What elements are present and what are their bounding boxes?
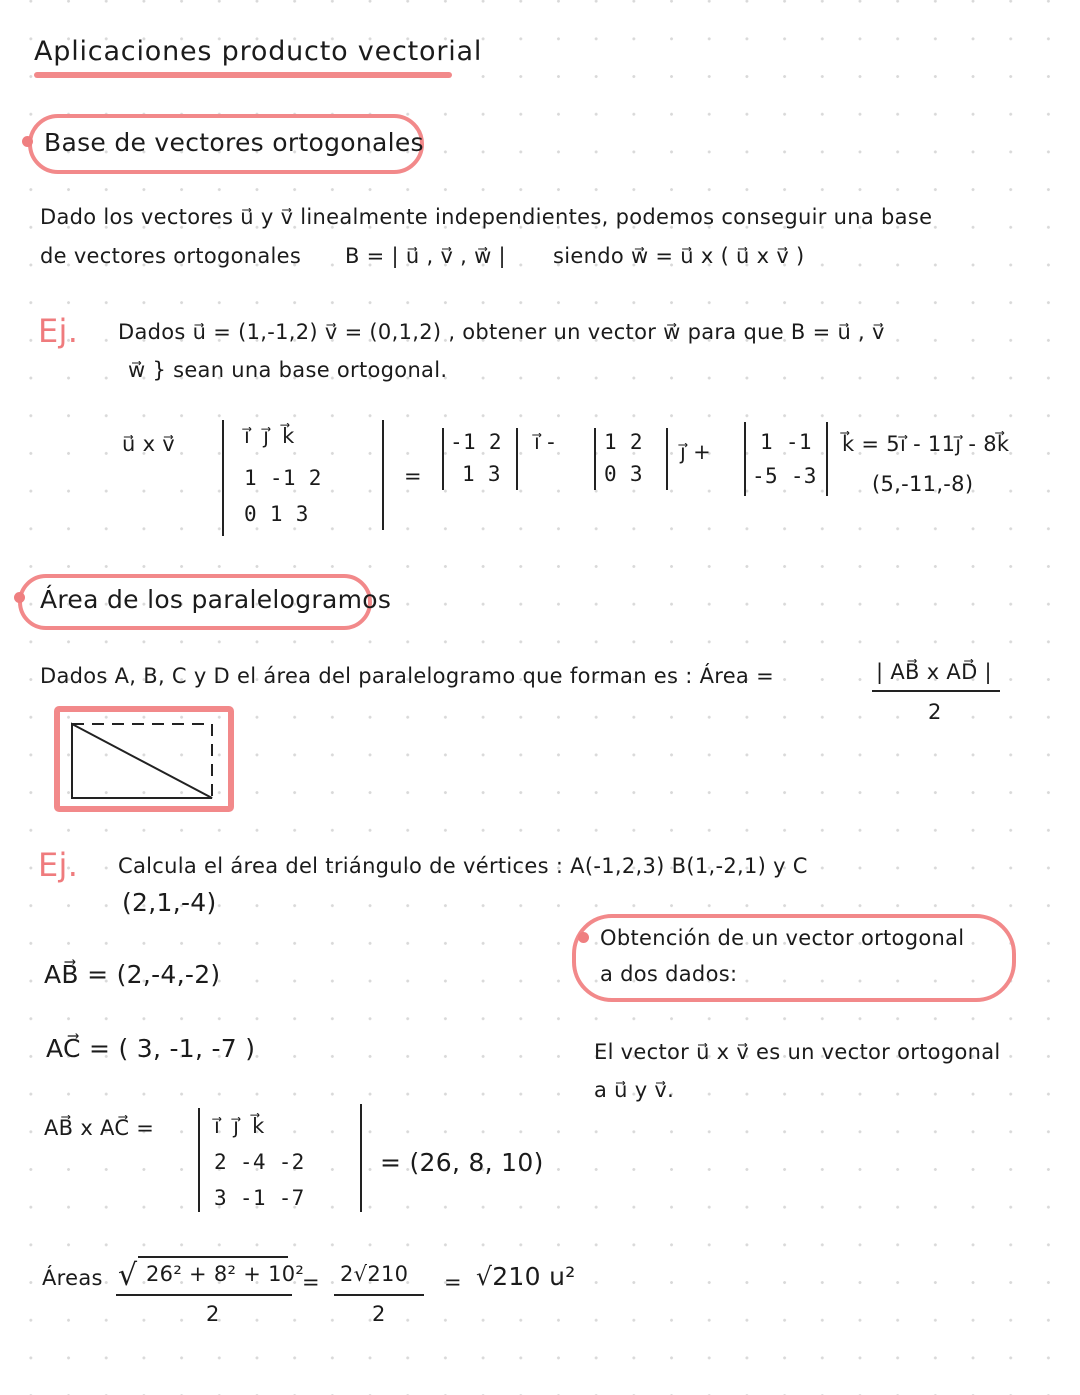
minor-i-row1: -1 2: [450, 430, 502, 454]
area-eq1: =: [302, 1270, 320, 1294]
note-heading-line1: Obtención de un vector ortogonal: [600, 926, 965, 950]
cross-result-vector: (5,-11,-8): [872, 472, 974, 496]
j-unit: j⃗ +: [680, 440, 712, 464]
det-equals: =: [404, 464, 422, 488]
area-final: √210 u²: [476, 1262, 576, 1291]
area-formula-bar: [872, 690, 1000, 692]
area-eq2: =: [444, 1270, 462, 1294]
example1-line2: w⃗ } sean una base ortogonal.: [128, 358, 448, 382]
det-bar-left: [222, 420, 224, 536]
section2-bullet: [14, 592, 25, 603]
example1-line1: Dados u⃗ = (1,-1,2) v⃗ = (0,1,2) , obtener un vector w⃗ para que B = u⃗ , v⃗: [118, 320, 885, 344]
cross2-bar-left: [198, 1108, 200, 1212]
example2-line2: (2,1,-4): [122, 888, 217, 917]
section2-heading: Área de los paralelogramos: [40, 585, 392, 614]
cross2-row2: 2 -4 -2: [214, 1150, 305, 1174]
example1-label: Ej.: [38, 312, 79, 350]
title-underline: [34, 72, 452, 78]
sqrt-sign-1: √: [118, 1258, 138, 1293]
minor-j-row2: 0 3: [604, 462, 643, 486]
i-unit: i⃗ -: [534, 430, 555, 454]
section1-line2a: de vectores ortogonales: [40, 244, 302, 268]
area-denominator: 2: [206, 1302, 220, 1326]
det-bar-right: [382, 420, 384, 530]
note-text-line2: a u⃗ y v⃗.: [594, 1078, 675, 1102]
area-formula-denominator: 2: [928, 700, 942, 724]
minor-k-row2: -5 -3: [752, 464, 817, 488]
section1-bullet: [22, 136, 33, 147]
example2-line1: Calcula el área del triángulo de vértices : A(-1,2,3) B(1,-2,1) y C: [118, 854, 808, 878]
minor-j-row1: 1 2: [604, 430, 643, 454]
minor-j-bar-right: [666, 428, 668, 490]
area-formula-numerator: | AB⃗ x AD⃗ |: [876, 660, 992, 684]
det-row3: 0 1 3: [244, 502, 309, 526]
minor-i-bar-left: [442, 428, 444, 490]
page-title: Aplicaciones producto vectorial: [34, 36, 483, 67]
area2-denominator: 2: [372, 1302, 386, 1326]
vector-ab: AB⃗ = (2,-4,-2): [44, 960, 221, 989]
minor-k-bar-right: [826, 422, 828, 496]
minor-j-bar-left: [594, 428, 596, 490]
det-row1: i⃗ j⃗ k⃗: [244, 424, 295, 448]
w-definition: siendo w⃗ = u⃗ x ( u⃗ x v⃗ ): [553, 244, 805, 268]
minor-i-bar-right: [516, 428, 518, 490]
cross2-row1: i⃗ j⃗ k⃗: [214, 1114, 265, 1138]
vector-ac: AC⃗ = ( 3, -1, -7 ): [46, 1034, 256, 1063]
cross2-lhs: AB⃗ x AC⃗ =: [44, 1116, 155, 1140]
cross-lhs: u⃗ x v⃗: [122, 432, 176, 456]
note-text-line1: El vector u⃗ x v⃗ es un vector ortogonal: [594, 1040, 1001, 1064]
note-bullet: [578, 932, 589, 943]
minor-k-bar-left: [744, 422, 746, 496]
cross-result: k⃗ = 5i⃗ - 11j⃗ - 8k⃗: [842, 432, 1010, 456]
basis-definition: B = | u⃗ , v⃗ , w⃗ |: [345, 244, 506, 268]
minor-k-row1: 1 -1: [760, 430, 812, 454]
area-numerator: 26² + 8² + 10²: [146, 1262, 305, 1286]
cross2-bar-right: [360, 1104, 362, 1212]
section2-line1: Dados A, B, C y D el área del paralelogramo que forman es : Área =: [40, 664, 774, 688]
cross2-result: = (26, 8, 10): [380, 1148, 544, 1177]
sqrt-top-1: [138, 1256, 288, 1258]
example2-label: Ej.: [38, 846, 79, 884]
areas-label: Áreas: [42, 1266, 103, 1290]
note-heading-line2: a dos dados:: [600, 962, 738, 986]
area-fraction-bar: [116, 1294, 292, 1296]
area2-numerator: 2√210: [340, 1262, 409, 1286]
triangle-shape: [72, 724, 212, 798]
section1-heading: Base de vectores ortogonales: [44, 128, 424, 157]
minor-i-row2: 1 3: [462, 462, 501, 486]
section1-line1: Dado los vectores u⃗ y v⃗ linealmente independientes, podemos conseguir una base: [40, 205, 933, 229]
parallelogram-figure: [54, 706, 234, 812]
det-row2: 1 -1 2: [244, 466, 322, 490]
area2-fraction-bar: [334, 1294, 424, 1296]
cross2-row3: 3 -1 -7: [214, 1186, 305, 1210]
